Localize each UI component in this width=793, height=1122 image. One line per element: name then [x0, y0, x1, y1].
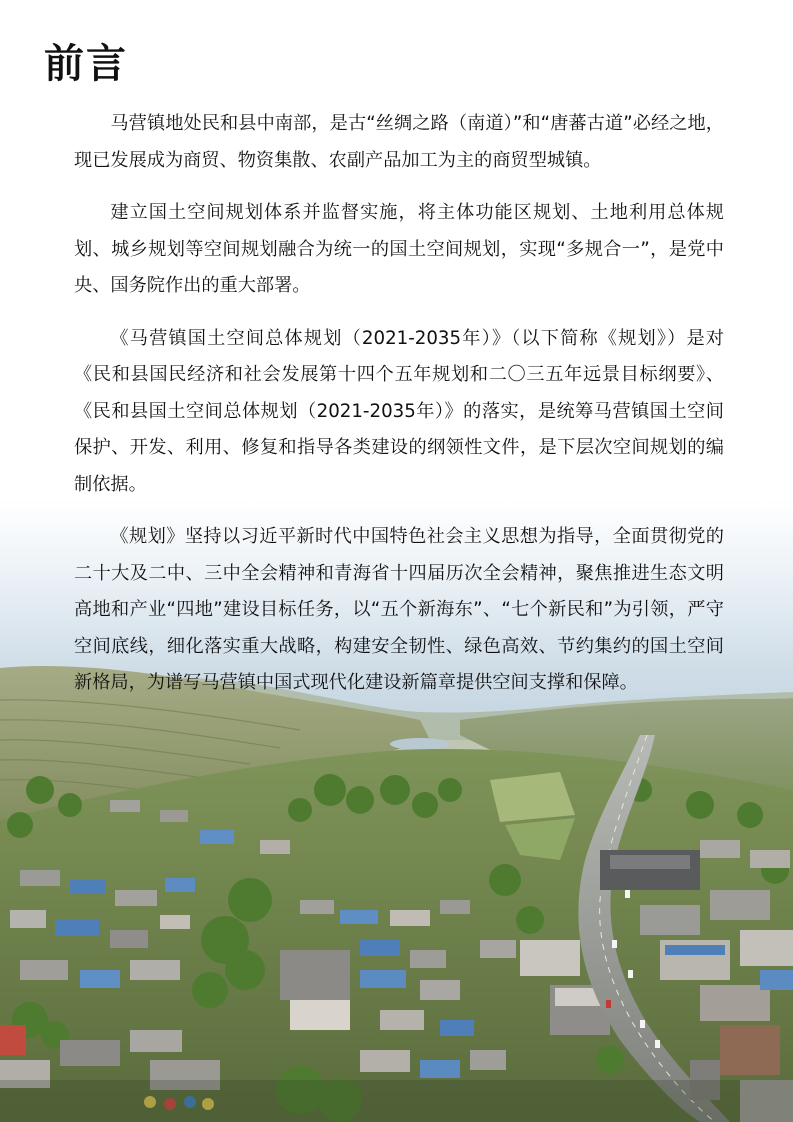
paragraph-3: 《马营镇国土空间总体规划（2021-2035年）》（以下简称《规划》）是对《民和县国民经济和社会发展第十四个五年规划和二〇三五年远景目标纲要》、《民和县国土空间总体规划（2021-2035年）》的落实，是统筹马营镇国土空间保护、开发、利用、修复和指导各类建设的纲领性文件，是下层次空间规划的编制依据。 — [74, 327, 724, 495]
reservoir — [390, 738, 450, 750]
page-title: 前言 — [44, 41, 128, 87]
paragraph-2: 建立国土空间规划体系并监督实施，将主体功能区规划、土地利用总体规划、城乡规划等空间规划融合为统一的国土空间规划，实现“多规合一”，是党中央、国务院作出的重大部署。 — [74, 202, 724, 296]
paragraph-4: 《规划》坚持以习近平新时代中国特色社会主义思想为指导，全面贯彻党的二十大及二中、三中全会精神和青海省十四届历次全会精神，聚焦推进生态文明高地和产业“四地”建设目标任务，以“五个新海东”、“七个新民和”为引领，严守空间底线，细化落实重大战略，构建安全韧性、绿色高效、节约集约的国土空间新格局，为谱写马营镇中国式现代化建设新篇章提供空间支撑和保障。 — [74, 526, 724, 693]
preface-body — [74, 106, 724, 718]
paragraph-1: 马营镇地处民和县中南部，是古“丝绸之路（南道）”和“唐蕃古道”必经之地，现已发展成为商贸、物资集散、农副产品加工为主的商贸型城镇。 — [74, 113, 724, 171]
